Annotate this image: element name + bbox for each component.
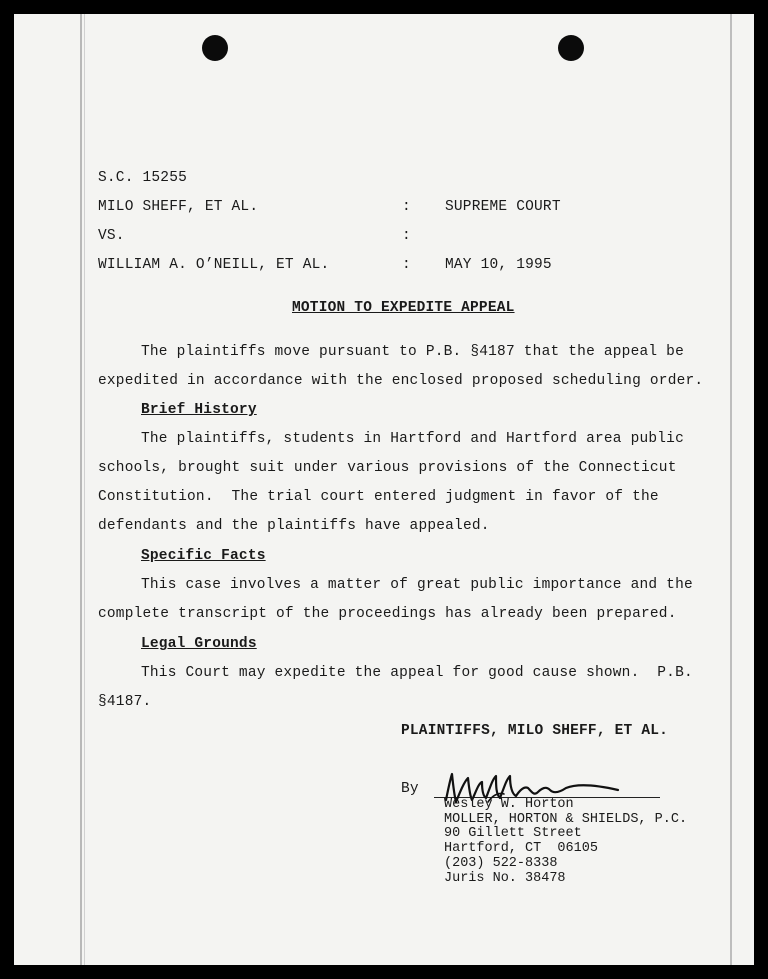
docket-number: S.C. 15255 [98,170,188,186]
paragraph-line: This case involves a matter of great public importance and the [141,577,693,593]
section-heading-brief-history: Brief History [141,402,257,418]
attorney-name: Wesley W. Horton [444,797,574,812]
phone-number: (203) 522-8338 [444,856,558,871]
juris-number: Juris No. 38478 [444,871,566,886]
punch-hole-right [558,35,584,61]
paragraph-line: The plaintiffs, students in Hartford and Hartford area public [141,431,684,447]
city-state-zip: Hartford, CT 06105 [444,841,598,856]
court-name: SUPREME COURT [445,199,561,215]
left-margin-rule-inner [84,14,85,965]
by-label: By [401,781,419,797]
document-page [14,14,754,965]
caption-colon: : [402,199,411,215]
paragraph-line: This Court may expedite the appeal for good cause shown. P.B. [141,665,693,681]
section-heading-specific-facts: Specific Facts [141,548,266,564]
paragraph-line: complete transcript of the proceedings has already been prepared. [98,606,677,622]
caption-colon: : [402,257,411,273]
law-firm: MOLLER, HORTON & SHIELDS, P.C. [444,812,688,827]
filing-date: MAY 10, 1995 [445,257,552,273]
street-address: 90 Gillett Street [444,826,582,841]
caption-colon: : [402,228,411,244]
right-margin-rule [730,14,732,965]
intro-line: expedited in accordance with the enclosed proposed scheduling order. [98,373,704,389]
paragraph-line: §4187. [98,694,152,710]
punch-hole-left [202,35,228,61]
plaintiff-caption: MILO SHEFF, ET AL. [98,199,259,215]
left-margin-rule [80,14,82,965]
defendant-caption: WILLIAM A. O’NEILL, ET AL. [98,257,330,273]
versus-caption: VS. [98,228,125,244]
signing-party: PLAINTIFFS, MILO SHEFF, ET AL. [401,723,669,739]
paragraph-line: defendants and the plaintiffs have appealed. [98,518,490,534]
intro-line: The plaintiffs move pursuant to P.B. §4187 that the appeal be [141,344,684,360]
paragraph-line: Constitution. The trial court entered judgment in favor of the [98,489,659,505]
document-title: MOTION TO EXPEDITE APPEAL [292,300,515,316]
paragraph-line: schools, brought suit under various provisions of the Connecticut [98,460,677,476]
section-heading-legal-grounds: Legal Grounds [141,636,257,652]
